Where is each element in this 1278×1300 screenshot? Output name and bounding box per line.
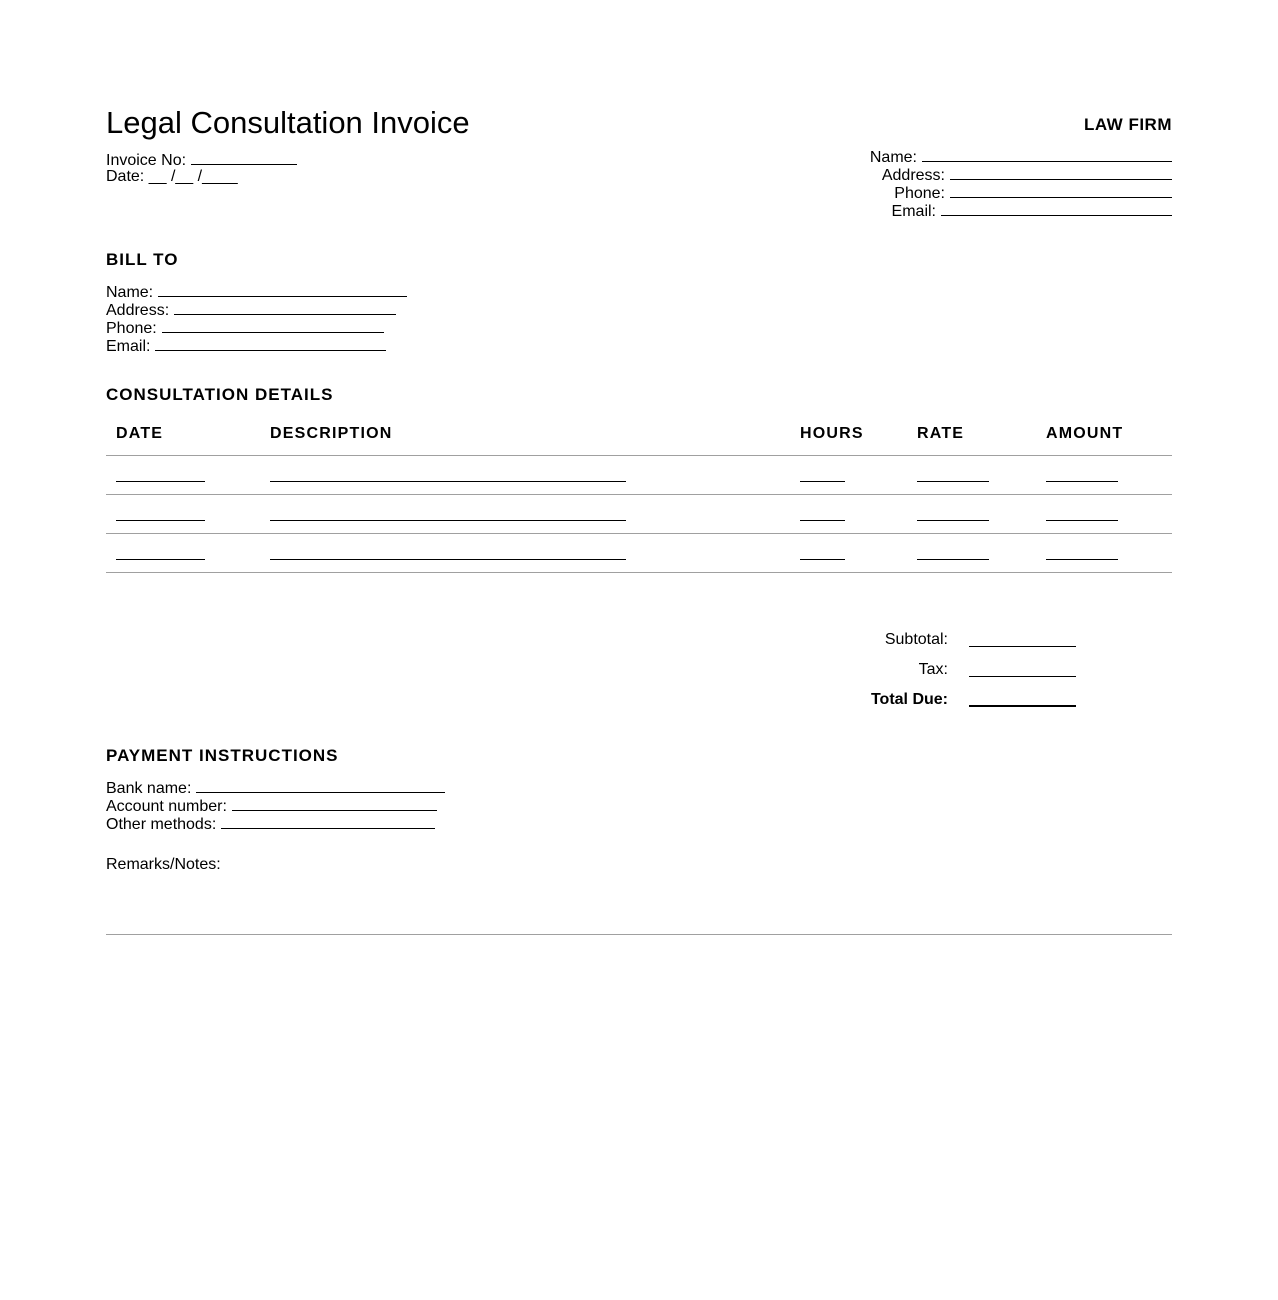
bill-to-heading: BILL TO [106, 250, 179, 269]
other-methods-input[interactable] [221, 814, 435, 829]
invoice-no-field [106, 150, 297, 170]
column-header-amount: AMOUNT [1046, 425, 1124, 442]
law-firm-address-field [882, 165, 1172, 185]
invoice-no-label: Invoice No: [106, 152, 187, 169]
other-methods-field [106, 814, 435, 834]
date-label: Date: [106, 168, 145, 185]
row-3-amount-input[interactable] [1046, 559, 1118, 560]
other-methods-label: Other methods: [106, 816, 217, 833]
column-header-description: DESCRIPTION [270, 425, 393, 442]
tax-label: Tax: [918, 661, 948, 678]
row-2-date-input[interactable] [116, 520, 205, 521]
bill-to-address-label: Address: [106, 302, 170, 319]
page-title: Legal Consultation Invoice [106, 105, 470, 140]
row-1-rate-input[interactable] [917, 481, 989, 482]
column-header-rate: RATE [917, 425, 965, 442]
date-field [106, 168, 238, 186]
account-number-label: Account number: [106, 798, 227, 815]
bill-to-phone-label: Phone: [106, 320, 157, 337]
law-firm-name-label: Name: [869, 149, 917, 166]
remarks-input-line[interactable] [106, 934, 1172, 935]
row-3-hours-input[interactable] [800, 559, 845, 560]
subtotal-input[interactable] [969, 646, 1076, 647]
law-firm-email-field [892, 201, 1172, 221]
bank-name-label: Bank name: [106, 780, 192, 797]
column-header-hours: HOURS [800, 425, 864, 442]
row-3-rate-input[interactable] [917, 559, 989, 560]
row-2-hours-input[interactable] [800, 520, 845, 521]
bill-to-name-label: Name: [106, 284, 154, 301]
law-firm-phone-input[interactable] [950, 183, 1172, 198]
row-3-date-input[interactable] [116, 559, 205, 560]
law-firm-email-input[interactable] [941, 201, 1172, 216]
bank-name-input[interactable] [196, 778, 445, 793]
bill-to-phone-input[interactable] [162, 318, 384, 333]
row-2-rate-input[interactable] [917, 520, 989, 521]
law-firm-name-input[interactable] [922, 147, 1172, 162]
account-number-input[interactable] [232, 796, 437, 811]
law-firm-heading: LAW FIRM [1083, 115, 1172, 134]
row-divider [106, 572, 1172, 573]
law-firm-phone-field [894, 183, 1172, 203]
table-header-divider [106, 455, 1172, 456]
account-number-field [106, 796, 437, 816]
row-1-description-input[interactable] [270, 481, 626, 482]
row-1-date-input[interactable] [116, 481, 205, 482]
bill-to-email-field [106, 336, 386, 356]
subtotal-label: Subtotal: [884, 631, 948, 648]
row-2-description-input[interactable] [270, 520, 626, 521]
row-1-amount-input[interactable] [1046, 481, 1118, 482]
row-1-hours-input[interactable] [800, 481, 845, 482]
row-3-description-input[interactable] [270, 559, 626, 560]
tax-input[interactable] [969, 676, 1076, 677]
law-firm-name-field [870, 147, 1172, 167]
law-firm-email-label: Email: [891, 203, 936, 220]
row-divider [106, 494, 1172, 495]
row-2-amount-input[interactable] [1046, 520, 1118, 521]
payment-instructions-heading: PAYMENT INSTRUCTIONS [106, 746, 339, 765]
total-due-label: Total Due: [870, 691, 948, 708]
bill-to-email-label: Email: [106, 338, 151, 355]
law-firm-address-input[interactable] [950, 165, 1172, 180]
bill-to-address-field [106, 300, 396, 320]
remarks-label: Remarks/Notes: [106, 856, 221, 873]
total-due-input[interactable] [969, 705, 1076, 707]
bill-to-address-input[interactable] [174, 300, 396, 315]
law-firm-address-label: Address: [881, 167, 945, 184]
bill-to-phone-field [106, 318, 384, 338]
bill-to-name-field [106, 282, 407, 302]
invoice-no-input[interactable] [191, 150, 297, 165]
bank-name-field [106, 778, 445, 798]
column-header-date: DATE [116, 425, 164, 442]
consultation-heading: CONSULTATION DETAILS [106, 385, 334, 404]
date-input[interactable]: __ /__ /____ [148, 168, 238, 185]
law-firm-phone-label: Phone: [894, 185, 945, 202]
bill-to-email-input[interactable] [155, 336, 386, 351]
bill-to-name-input[interactable] [158, 282, 407, 297]
row-divider [106, 533, 1172, 534]
